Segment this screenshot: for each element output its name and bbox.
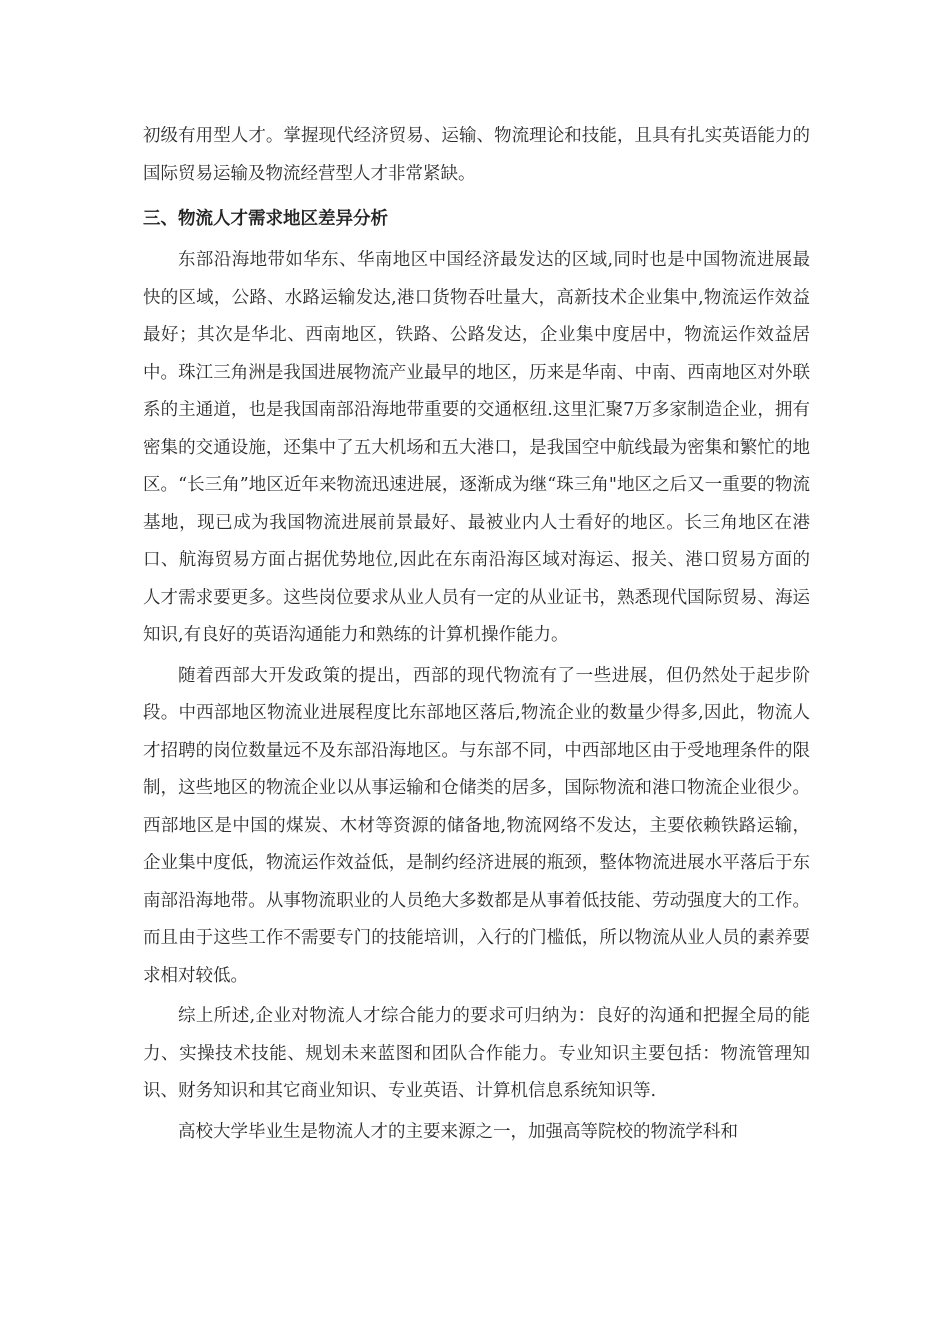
paragraph-continuation: 初级有用型人才。掌握现代经济贸易、运输、物流理论和技能，且具有扎实英语能力的国际贸易运输及物流经营型人才非常紧缺。: [143, 126, 810, 184]
section-heading: 三、物流人才需求地区差异分析: [143, 209, 388, 229]
paragraph-western-region: 随着西部大开发政策的提出，西部的现代物流有了一些进展，但仍然处于起步阶段。中西部地区物流业进展程度比东部地区落后,物流企业的数量少得多,因此，物流人才招聘的岗位数量远不及东部沿海地区。与东部不同，中西部地区由于受地理条件的限制，这些地区的物流企业以从事运输和仓储类的居多，国际物流和港口物流企业很少。西部地区是中国的煤炭、木材等资源的储备地,物流网络不发达，主要依赖铁路运输，企业集中度低，物流运作效益低，是制约经济进展的瓶颈，整体物流进展水平落后于东南部沿海地带。从事物流职业的人员绝大多数都是从事着低技能、劳动强度大的工作。而且由于这些工作不需要专门的技能培训，入行的门槛低，所以物流从业人员的素养要求相对较低。: [143, 665, 810, 986]
document-body: [143, 118, 810, 1151]
paragraph-summary: 综上所述,企业对物流人才综合能力的要求可归纳为：良好的沟通和把握全局的能力、实操技术技能、规划未来蓝图和团队合作能力。专业知识主要包括：物流管理知识、财务知识和其它商业知识、专业英语、计算机信息系统知识等.: [143, 1006, 810, 1101]
paragraph-eastern-region: 东部沿海地带如华东、华南地区中国经济最发达的区域,同时也是中国物流进展最快的区域，公路、水路运输发达,港口货物吞吐量大，高新技术企业集中,物流运作效益最好；其次是华北、西南地区，铁路、公路发达，企业集中度居中，物流运作效益居中。珠江三角洲是我国进展物流产业最早的地区，历来是华南、中南、西南地区对外联系的主通道，也是我国南部沿海地带重要的交通枢纽.这里汇聚7万多家制造企业，拥有密集的交通设施，还集中了五大机场和五大港口，是我国空中航线最为密集和繁忙的地区。“长三角”地区近年来物流迅速进展，逐渐成为继“珠三角"地区之后又一重要的物流基地，现已成为我国物流进展前景最好、最被业内人士看好的地区。长三角地区在港口、航海贸易方面占据优势地位,因此在东南沿海区域对海运、报关、港口贸易方面的人才需求要更多。这些岗位要求从业人员有一定的从业证书，熟悉现代国际贸易、海运知识,有良好的英语沟通能力和熟练的计算机操作能力。: [143, 250, 810, 645]
paragraph-universities: 高校大学毕业生是物流人才的主要来源之一，加强高等院校的物流学科和: [178, 1121, 738, 1142]
